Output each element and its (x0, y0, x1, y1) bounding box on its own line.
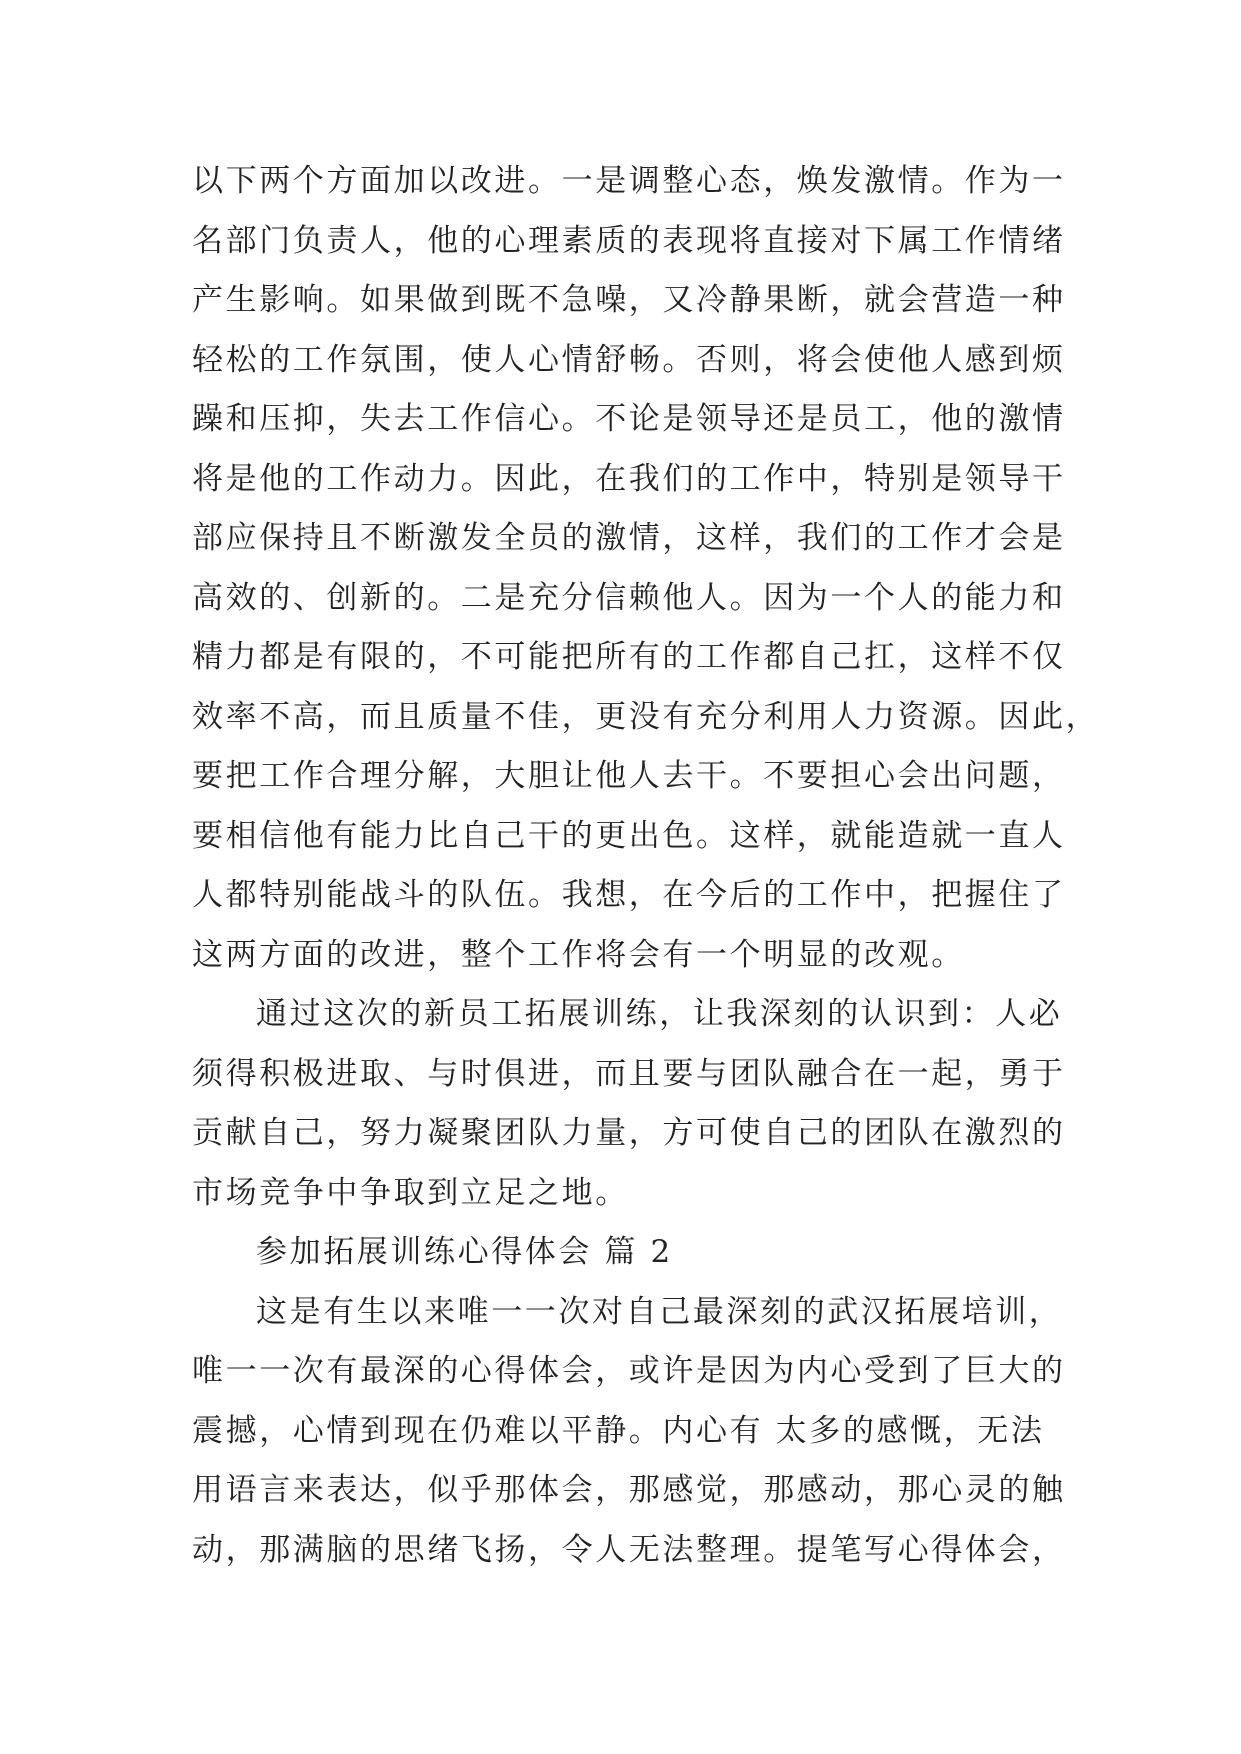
text-line: 名部门负责人，他的心理素质的表现将直接对下属工作情绪 (192, 222, 1066, 259)
text-line: 要相信他有能力比自己干的更出色。这样，就能造就一直人 (192, 817, 1066, 854)
text-line: 以下两个方面加以改进。一是调整心态，焕发激情。作为一 (192, 163, 1066, 199)
text-line: 人都特别能战斗的队伍。我想，在今后的工作中，把握住了 (192, 877, 1066, 913)
paragraph-start-line: 通过这次的新员工拓展训练，让我深刻的认识到：人必 (256, 996, 1063, 1032)
text-line: 要把工作合理分解，大胆让他人去干。不要担心会出问题， (192, 758, 1066, 794)
text-line: 精力都是有限的，不可能把所有的工作都自己扛，这样不仅 (192, 639, 1066, 675)
text-line: 动，那满脑的思绪飞扬，令人无法整理。提笔写心得体会， (192, 1531, 1066, 1568)
text-line: 部应保持且不断激发全员的激情，这样，我们的工作才会是 (192, 520, 1066, 556)
text-line: 轻松的工作氛围，使人心情舒畅。否则，将会使他人感到烦 (192, 341, 1066, 378)
text-line: 震撼，心情到现在仍难以平静。内心有 太多的感慨，无法 (192, 1412, 1045, 1449)
text-line: 唯一一次有最深的心得体会，或许是因为内心受到了巨大的 (192, 1353, 1066, 1389)
section-heading: 参加拓展训练心得体会 篇 2 (256, 1234, 673, 1270)
paragraph-start-line: 这是有生以来唯一一次对自己最深刻的武汉拓展培训， (256, 1293, 1063, 1330)
document-body (192, 152, 1100, 1580)
text-line: 这两方面的改进，整个工作将会有一个明显的改观。 (192, 936, 965, 973)
text-line: 高效的、创新的。二是充分信赖他人。因为一个人的能力和 (192, 579, 1066, 616)
text-line: 须得积极进取、与时俱进，而且要与团队融合在一起，勇于 (192, 1055, 1066, 1092)
text-line: 贡献自己，努力凝聚团队力量，方可使自己的团队在激烈的 (192, 1115, 1066, 1151)
text-line: 效率不高，而且质量不佳，更没有充分利用人力资源。因此， (192, 698, 1100, 735)
text-line: 躁和压抑，失去工作信心。不论是领导还是员工，他的激情 (192, 401, 1066, 437)
text-line: 将是他的工作动力。因此，在我们的工作中，特别是领导干 (192, 460, 1066, 497)
text-line: 产生影响。如果做到既不急噪，又冷静果断，就会营造一种 (192, 282, 1066, 318)
text-line: 市场竞争中争取到立足之地。 (192, 1174, 629, 1211)
text-line: 用语言来表达，似乎那体会，那感觉，那感动，那心灵的触 (192, 1472, 1066, 1508)
